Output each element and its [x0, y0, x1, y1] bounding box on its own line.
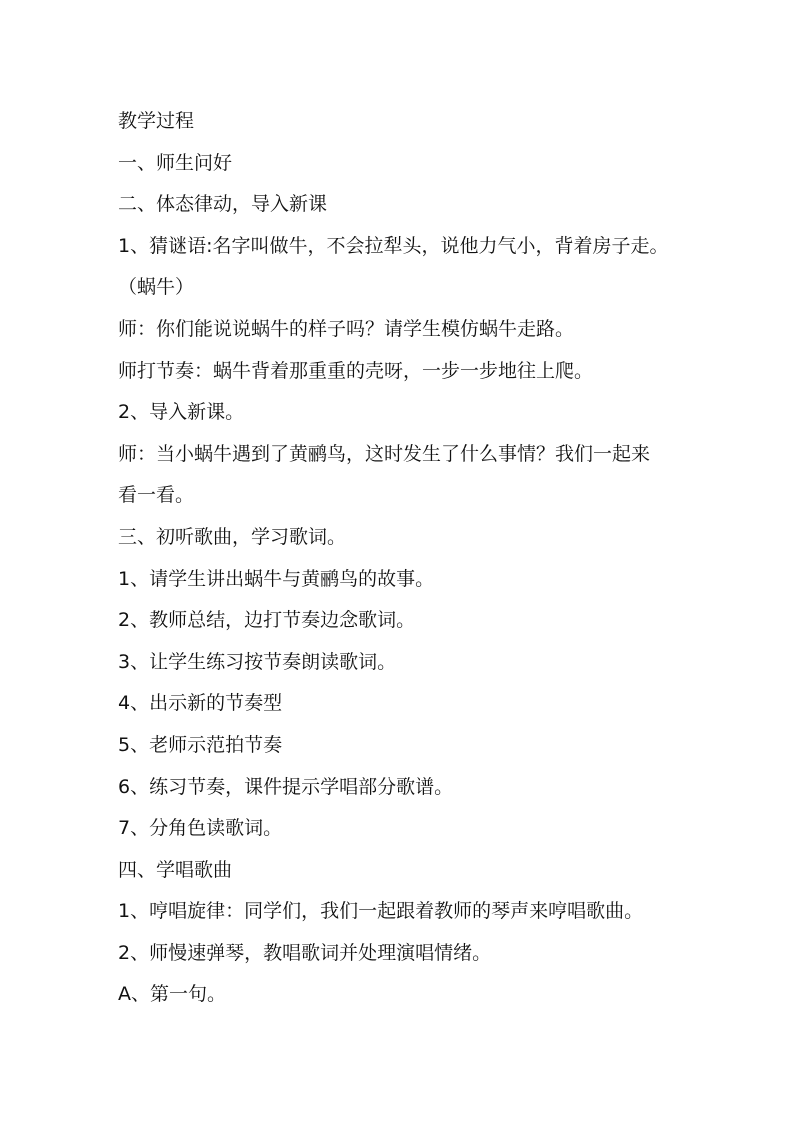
text-line: 6、练习节奏，课件提示学唱部分歌谱。 [118, 775, 454, 798]
text-line: 四、学唱歌曲 [118, 858, 233, 881]
text-line: 看一看。 [118, 484, 195, 507]
text-line: 师：当小蜗牛遇到了黄鹂鸟，这时发生了什么事情？我们一起来 [118, 442, 651, 465]
text-line: 2、教师总结，边打节奏边念歌词。 [118, 609, 416, 632]
text-line: 二、体态律动，导入新课 [118, 193, 328, 216]
text-line: 一、师生问好 [118, 151, 233, 174]
text-line: 三、初听歌曲，学习歌词。 [118, 525, 347, 548]
text-line: 5、老师示范拍节奏 [118, 733, 283, 756]
text-line: A、第一句。 [118, 983, 226, 1006]
text-line: 1、请学生讲出蜗牛与黄鹂鸟的故事。 [118, 567, 435, 590]
text-line: 2、师慢速弹琴，教唱歌词并处理演唱情绪。 [118, 941, 492, 964]
text-line: 1、哼唱旋律：同学们，我们一起跟着教师的琴声来哼唱歌曲。 [118, 900, 644, 923]
text-line: （蜗牛） [118, 276, 195, 299]
text-line: 3、让学生练习按节奏朗读歌词。 [118, 650, 397, 673]
document-body [118, 101, 688, 1016]
text-line: 2、导入新课。 [118, 401, 245, 424]
text-line: 1、猜谜语:名字叫做牛，不会拉犁头，说他力气小，背着房子走。 [118, 234, 669, 257]
text-line: 师打节奏：蜗牛背着那重重的壳呀，一步一步地往上爬。 [118, 359, 594, 382]
text-line: 7、分角色读歌词。 [118, 817, 283, 840]
section-title: 教学过程 [118, 110, 195, 132]
text-line: 师：你们能说说蜗牛的样子吗？请学生模仿蜗牛走路。 [118, 317, 575, 340]
text-line: 4、出示新的节奏型 [118, 692, 283, 715]
